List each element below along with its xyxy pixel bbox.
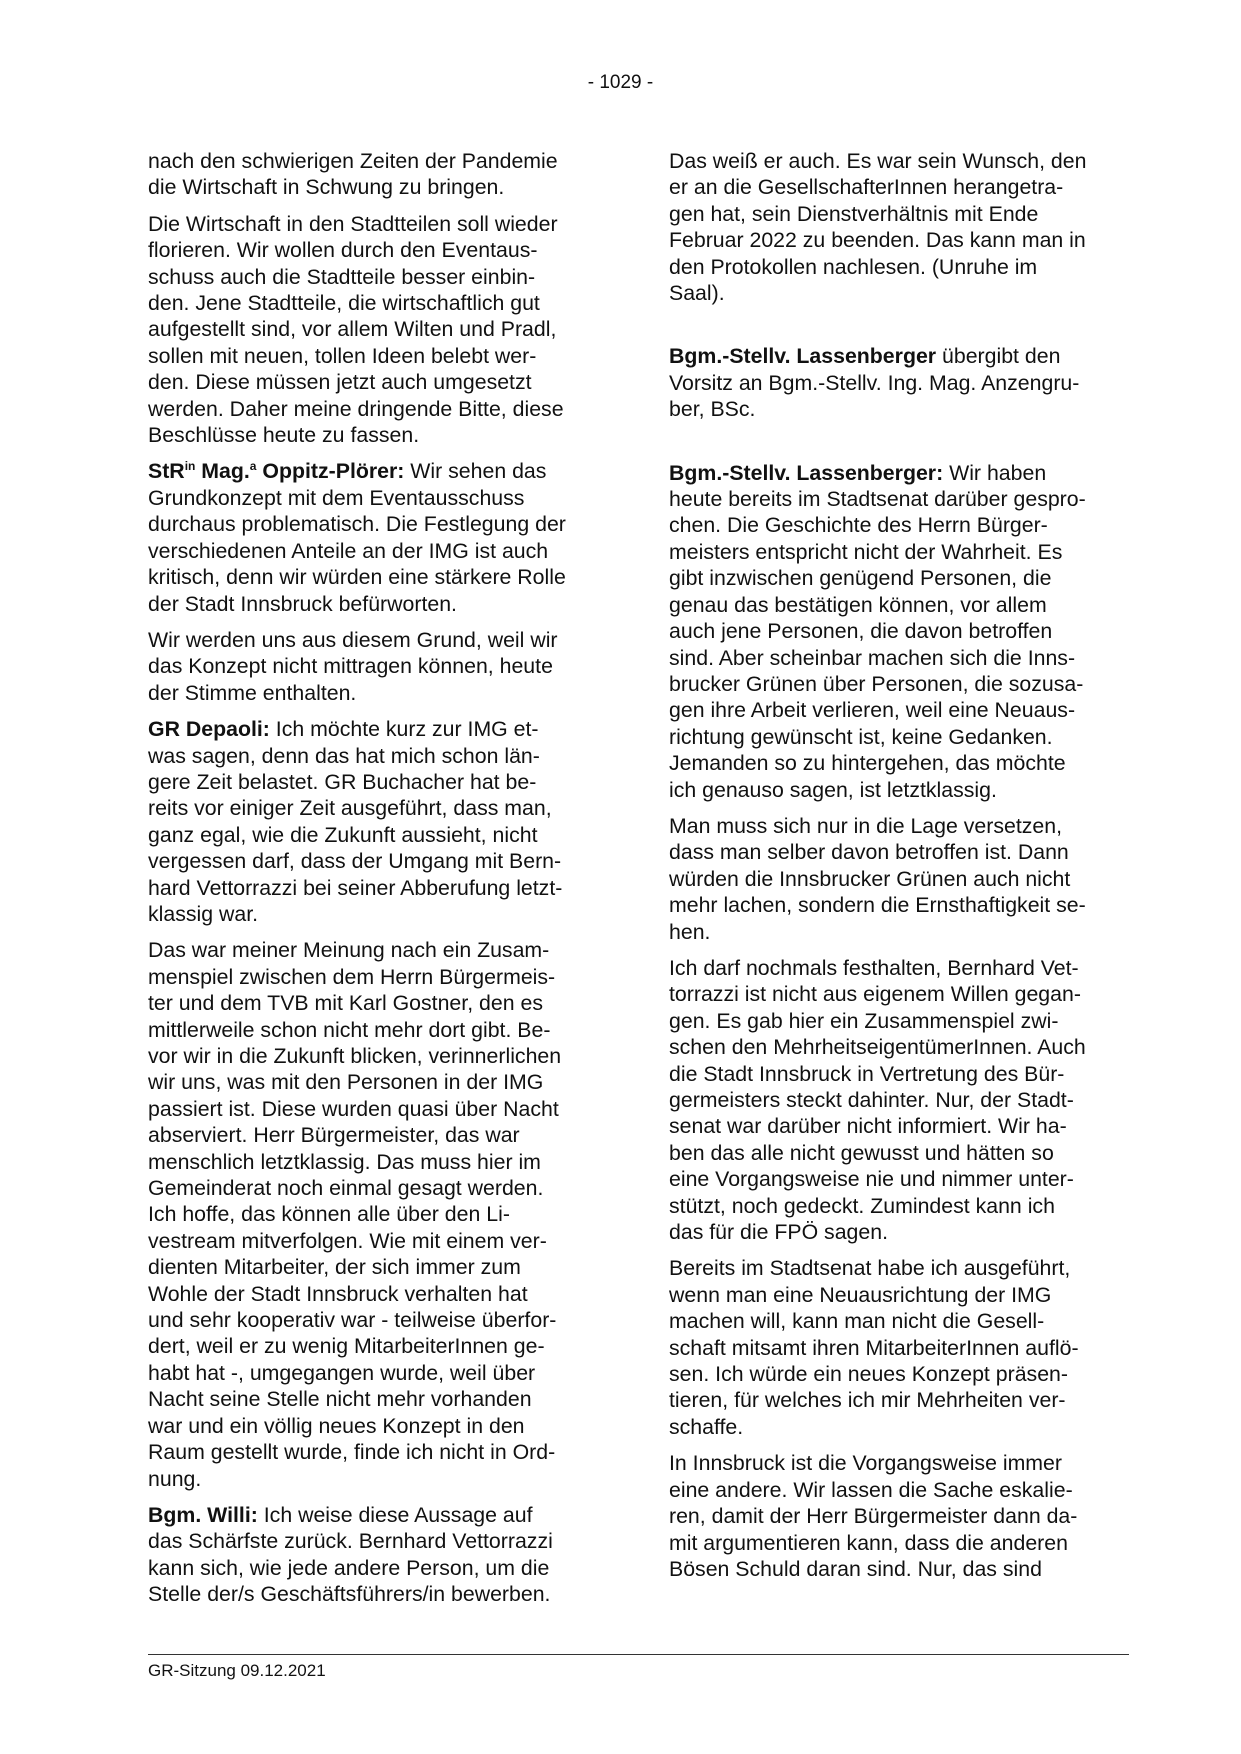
paragraph <box>148 458 603 616</box>
text-line: mittlerweile schon nicht mehr dort gibt. Be- <box>148 1017 551 1042</box>
text-line: schaffe. <box>669 1414 744 1439</box>
speaker-name: Bgm.-Stellv. Lassenberger: <box>669 460 944 485</box>
text-line: Vorsitz an Bgm.-Stellv. Ing. Mag. Anzengru- <box>669 370 1080 395</box>
text-line: Das war meiner Meinung nach ein Zusam- <box>148 938 550 963</box>
text-line: den. Diese müssen jetzt auch umgesetzt <box>148 370 532 395</box>
text-line: werden. Daher meine dringende Bitte, diese <box>148 396 564 421</box>
text-line: richtung gewünscht ist, keine Gedanken. <box>669 724 1053 749</box>
text-line: machen will, kann man nicht die Gesell- <box>669 1309 1045 1334</box>
text-line: durchaus problematisch. Die Festlegung der <box>148 512 566 537</box>
text-line: abserviert. Herr Bürgermeister, das war <box>148 1123 520 1148</box>
text-line: schaft mitsamt ihren MitarbeiterInnen auflö- <box>669 1335 1079 1360</box>
text-line: das für die FPÖ sagen. <box>669 1220 889 1245</box>
speaker-name: StR$^{in}$ Mag.$^a$ Oppitz-Plörer: <box>148 459 405 484</box>
text-line: mit argumentieren kann, dass die anderen <box>669 1530 1068 1555</box>
text-line: den. Jene Stadtteile, die wirtschaftlich gut <box>148 291 540 316</box>
paragraph <box>669 460 1129 803</box>
text-line: StR$^{in}$ Mag.$^a$ Oppitz-Plörer: Wir sehen das <box>148 459 547 484</box>
text-line: Beschlüsse heute zu fassen. <box>148 423 420 448</box>
text-line: gen. Es gab hier ein Zusammenspiel zwi- <box>669 1008 1059 1033</box>
text-line: das Konzept nicht mittragen können, heute <box>148 654 553 679</box>
text-line: gere Zeit belastet. GR Buchacher hat be- <box>148 769 537 794</box>
text-line: klassig war. <box>148 901 259 926</box>
text-line: und sehr kooperativ war - teilweise überfor- <box>148 1308 557 1333</box>
text-line: eine Vorgangsweise nie und nimmer unter- <box>669 1167 1074 1192</box>
text-line: hen. <box>669 919 711 944</box>
text-line: der Stimme enthalten. <box>148 680 357 705</box>
text-line: sollen mit neuen, tollen Ideen belebt wer- <box>148 343 537 368</box>
text-line: kritisch, denn wir würden eine stärkere Rolle <box>148 565 566 590</box>
paragraph <box>148 1502 603 1608</box>
text-line: Bereits im Stadtsenat habe ich ausgeführt, <box>669 1256 1071 1281</box>
text-line: Raum gestellt wurde, finde ich nicht in Ord- <box>148 1440 556 1465</box>
text-line: germeisters steckt dahinter. Nur, der Stadt- <box>669 1088 1074 1112</box>
text-line: Jemanden so zu hintergehen, das möchte <box>669 751 1066 776</box>
paragraph <box>669 148 1129 306</box>
text-line: die Wirtschaft in Schwung zu bringen. <box>148 175 505 200</box>
text-line: was sagen, denn das hat mich schon län- <box>148 743 540 768</box>
paragraph <box>669 1450 1129 1582</box>
text-line: Gemeinderat noch einmal gesagt werden. <box>148 1176 544 1201</box>
text-line: senat war darüber nicht informiert. Wir ha- <box>669 1114 1067 1139</box>
text-line: sen. Ich würde ein neues Konzept präsen- <box>669 1362 1068 1387</box>
text-line: auch jene Personen, die davon betroffen <box>669 619 1053 644</box>
paragraph <box>669 343 1129 422</box>
text-line: ganz egal, wie die Zukunft aussieht, nicht <box>148 822 538 847</box>
text-line: stützt, noch gedeckt. Zumindest kann ich <box>669 1193 1055 1218</box>
text-line: sind. Aber scheinbar machen sich die Inns- <box>669 645 1076 670</box>
text-line: menspiel zwischen dem Herrn Bürgermeis- <box>148 964 556 989</box>
text-line: schen den MehrheitseigentümerInnen. Auch <box>669 1035 1086 1060</box>
text-line: aufgestellt sind, vor allem Wilten und Pradl, <box>148 317 557 342</box>
speaker-name: Bgm. Willi: <box>148 1502 258 1527</box>
text-line: Grundkonzept mit dem Eventausschuss <box>148 485 525 510</box>
paragraph <box>148 937 603 1492</box>
paragraph <box>669 813 1129 945</box>
text-line: würden die Innsbrucker Grünen auch nicht <box>669 866 1071 891</box>
speaker-name: GR Depaoli: <box>148 717 270 742</box>
text-line: ter und dem TVB mit Karl Gostner, den es <box>148 991 543 1016</box>
text-line: torrazzi ist nicht aus eigenem Willen gegan- <box>669 982 1081 1007</box>
text-line: ben das alle nicht gewusst und hätten so <box>669 1140 1054 1165</box>
text-line: Bgm.-Stellv. Lassenberger übergibt den <box>669 344 1061 369</box>
text-line: wir uns, was mit den Personen in der IMG <box>148 1070 544 1095</box>
text-line: dert, weil er zu wenig MitarbeiterInnen ge- <box>148 1334 545 1359</box>
text-line: genau das bestätigen können, vor allem <box>669 592 1047 617</box>
text-line: habt hat -, umgegangen wurde, weil über <box>148 1360 536 1385</box>
text-line: passiert ist. Diese wurden quasi über Nacht <box>148 1096 559 1121</box>
paragraph <box>148 716 603 927</box>
text-line: der Stadt Innsbruck befürworten. <box>148 591 457 616</box>
paragraph <box>148 211 603 449</box>
text-line: dass man selber davon betroffen ist. Dann <box>669 840 1069 865</box>
text-line: Saal). <box>669 281 725 306</box>
text-line: In Innsbruck ist die Vorgangsweise immer <box>669 1451 1062 1476</box>
text-line: Die Wirtschaft in den Stadtteilen soll wieder <box>148 211 558 236</box>
text-line: brucker Grünen über Personen, die sozusa- <box>669 671 1084 696</box>
paragraph <box>669 1255 1129 1440</box>
text-line: ber, BSc. <box>669 397 756 422</box>
text-line: war und ein völlig neues Konzept in den <box>148 1413 525 1438</box>
text-line: heute bereits im Stadtsenat darüber gespro- <box>669 487 1086 512</box>
text-line: hard Vettorrazzi bei seiner Abberufung letzt- <box>148 875 563 900</box>
text-line: Wohle der Stadt Innsbruck verhalten hat <box>148 1281 528 1306</box>
text-line: den Protokollen nachlesen. (Unruhe im <box>669 254 1038 279</box>
text-line: chen. Die Geschichte des Herrn Bürger- <box>669 513 1048 538</box>
text-line: Ich hoffe, das können alle über den Li- <box>148 1202 510 1227</box>
text-line: nach den schwierigen Zeiten der Pandemie <box>148 149 558 173</box>
text-line: vestream mitverfolgen. Wie mit einem ver- <box>148 1228 547 1253</box>
text-line: wenn man eine Neuausrichtung der IMG <box>669 1282 1052 1307</box>
speaker-name: Bgm.-Stellv. Lassenberger <box>669 344 937 369</box>
text-line: reits vor einiger Zeit ausgeführt, dass man, <box>148 796 552 821</box>
footer-divider <box>148 1654 1129 1655</box>
footer-session-label: GR-Sitzung 09.12.2021 <box>148 1661 326 1680</box>
text-line: tieren, für welches ich mir Mehrheiten ver- <box>669 1388 1066 1413</box>
text-line: Man muss sich nur in die Lage versetzen, <box>669 813 1063 838</box>
text-line: Ich darf nochmals festhalten, Bernhard Vet- <box>669 955 1079 980</box>
text-line: verschiedenen Anteile an der IMG ist auch <box>148 538 549 563</box>
text-line: dienten Mitarbeiter, der sich immer zum <box>148 1255 521 1280</box>
text-line: florieren. Wir wollen durch den Eventaus- <box>148 238 538 263</box>
text-line: meisters entspricht nicht der Wahrheit. Es <box>669 539 1063 564</box>
text-line: Nacht seine Stelle nicht mehr vorhanden <box>148 1387 532 1412</box>
text-line: vergessen darf, dass der Umgang mit Bern- <box>148 849 562 874</box>
text-line: mehr lachen, sondern die Ernsthaftigkeit se- <box>669 893 1086 918</box>
text-line: Stelle der/s Geschäftsführers/in bewerben. <box>148 1582 551 1607</box>
text-line: gen ihre Arbeit verlieren, weil eine Neuaus- <box>669 698 1076 723</box>
left-text-column <box>148 148 603 1618</box>
text-line: Das weiß er auch. Es war sein Wunsch, den <box>669 149 1087 173</box>
text-line: ren, damit der Herr Bürgermeister dann da- <box>669 1504 1078 1529</box>
text-line: kann sich, wie jede andere Person, um die <box>148 1555 550 1580</box>
text-line: GR Depaoli: Ich möchte kurz zur IMG et- <box>148 717 539 742</box>
text-line: ich genauso sagen, ist letztklassig. <box>669 777 997 802</box>
text-line: Bösen Schuld daran sind. Nur, das sind <box>669 1556 1042 1581</box>
text-line: nung. <box>148 1466 202 1491</box>
text-line: gen hat, sein Dienstverhältnis mit Ende <box>669 201 1039 226</box>
right-text-column <box>669 148 1129 1592</box>
text-line: Bgm.-Stellv. Lassenberger: Wir haben <box>669 460 1047 485</box>
text-line: die Stadt Innsbruck in Vertretung des Bür- <box>669 1061 1065 1086</box>
text-line: Bgm. Willi: Ich weise diese Aussage auf <box>148 1502 533 1527</box>
text-line: das Schärfste zurück. Bernhard Vettorrazzi <box>148 1529 553 1554</box>
text-line: menschlich letztklassig. Das muss hier im <box>148 1149 541 1174</box>
text-line: Wir werden uns aus diesem Grund, weil wir <box>148 627 558 652</box>
paragraph <box>669 955 1129 1245</box>
text-line: vor wir in die Zukunft blicken, verinnerlichen <box>148 1044 562 1068</box>
paragraph <box>148 148 603 201</box>
page-number: - 1029 - <box>587 72 654 93</box>
text-line: Februar 2022 zu beenden. Das kann man in <box>669 228 1086 253</box>
text-line: eine andere. Wir lassen die Sache eskalie- <box>669 1477 1073 1502</box>
text-line: er an die GesellschafterInnen herangetra- <box>669 175 1064 200</box>
paragraph <box>148 627 603 706</box>
text-line: gibt inzwischen genügend Personen, die <box>669 566 1052 591</box>
text-line: schuss auch die Stadtteile besser einbin- <box>148 264 536 289</box>
